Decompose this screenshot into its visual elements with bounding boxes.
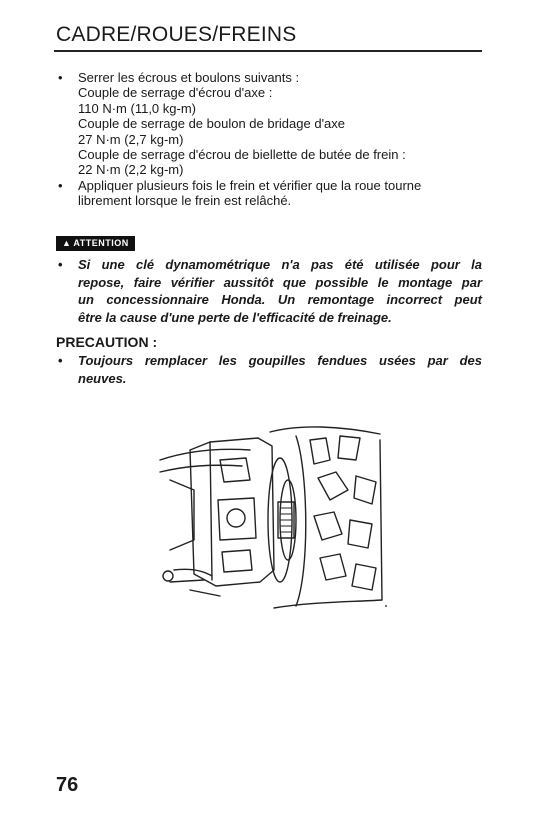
- warning-triangle-icon: ▲: [62, 238, 72, 248]
- warning-line: Si une clé dynamométrique n'a pas été utilisée pour la: [78, 257, 482, 272]
- instruction-line: Serrer les écrous et boulons suivants :: [78, 70, 300, 85]
- attention-warning: [56, 256, 482, 326]
- bullet-icon: •: [58, 353, 63, 368]
- instruction-torque: [56, 70, 484, 178]
- section-title: CADRE/ROUES/FREINS: [56, 23, 297, 46]
- bullet-icon: •: [58, 70, 63, 85]
- page-number: 76: [56, 774, 79, 796]
- instruction-list: [56, 70, 484, 209]
- precaution-line: neuves.: [78, 370, 127, 386]
- wheel-brake-illustration: [150, 420, 410, 610]
- instruction-line: Appliquer plusieurs fois le frein et vérifier que la roue tourne: [78, 177, 422, 193]
- bullet-icon: •: [58, 257, 63, 272]
- instruction-line: Couple de serrage d'écrou d'axe :: [78, 85, 273, 101]
- bullet-icon: •: [58, 177, 63, 193]
- warning-line: repose, faire vérifier aussitôt que possible le montage par: [78, 274, 482, 290]
- instruction-line: 22 N·m (2,2 kg-m): [78, 162, 184, 178]
- warning-line: un concessionnaire Honda. Un remontage incorrect peut: [78, 292, 482, 307]
- instruction-line: Couple de serrage d'écrou de biellette de butée de frein :: [78, 147, 406, 163]
- precaution-heading: PRECAUTION :: [56, 334, 158, 350]
- warning-line: être la cause d'une perte de l'efficacité de freinage.: [78, 309, 392, 325]
- header-rule: [54, 50, 482, 52]
- speck: [385, 605, 387, 607]
- attention-badge: [56, 236, 135, 251]
- instruction-line: 27 N·m (2,7 kg-m): [78, 131, 184, 147]
- precaution-line: Toujours remplacer les goupilles fendues usées par des: [78, 353, 482, 368]
- instruction-line: 110 N·m (11,0 kg-m): [78, 100, 196, 116]
- instruction-brake-check: [56, 178, 484, 209]
- instruction-line: librement lorsque le frein est relâché.: [78, 193, 292, 209]
- instruction-line: Couple de serrage de boulon de bridage d'axe: [78, 116, 346, 132]
- attention-label: ATTENTION: [73, 238, 129, 248]
- precaution-note: [56, 352, 482, 387]
